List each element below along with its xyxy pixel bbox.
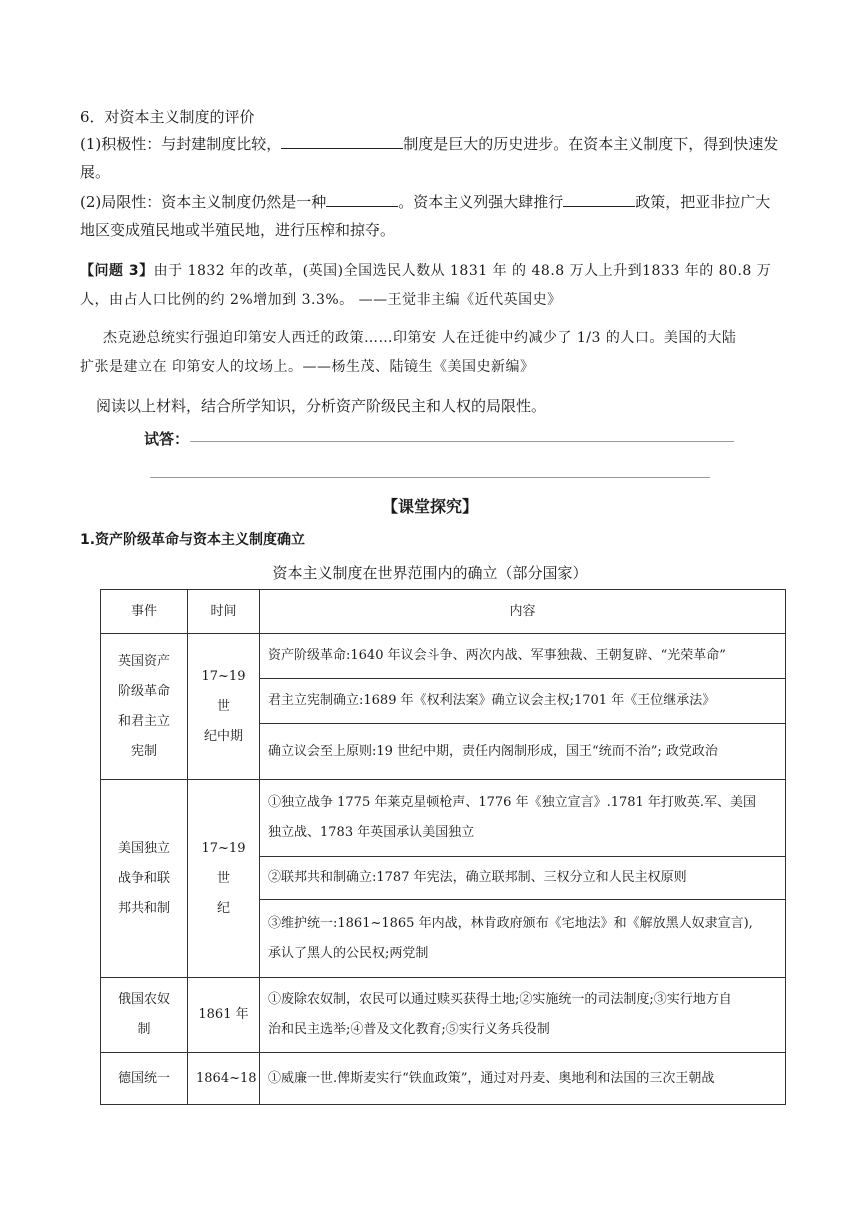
content-line: 独立战、1783 年英国承认美国独立 bbox=[268, 825, 475, 840]
event-line: 德国统一 bbox=[117, 1070, 170, 1086]
time-line: 17~19 世 bbox=[201, 840, 246, 886]
limit-blank-2[interactable] bbox=[563, 190, 635, 207]
time-cell-usa bbox=[188, 780, 260, 978]
content-line: 治和民主选举;④普及文化教育;⑤实行义务兵役制 bbox=[268, 1022, 550, 1037]
explore-heading: 【课堂探究】 bbox=[381, 497, 478, 516]
positive-text-b: 制度是巨大的历史进步。在资本主义制度下，得到快速发 bbox=[403, 135, 779, 153]
question3-line1 bbox=[80, 258, 771, 284]
answer-label: 试答： bbox=[144, 430, 190, 448]
limit-text-b: 。资本主义列强大肆推行 bbox=[398, 193, 564, 211]
question3-line4: 扩张是建立在 印第安人的坟场上。——杨生茂、陆镜生《美国史新编》 bbox=[80, 359, 535, 375]
time-line: 1864~18 bbox=[196, 1070, 257, 1086]
section6-limit-line bbox=[80, 189, 770, 215]
answer-line-1[interactable] bbox=[190, 441, 734, 442]
explore-subheading: 1.资产阶级革命与资本主义制度确立 bbox=[80, 532, 306, 548]
content-cell bbox=[260, 724, 786, 780]
content-cell bbox=[260, 857, 786, 900]
limit-text-d: 地区变成殖民地或半殖民地，进行压榨和掠夺。 bbox=[80, 221, 396, 239]
time-line: 纪中期 bbox=[203, 728, 243, 744]
table-row bbox=[101, 1053, 786, 1105]
event-line: 和君主立 bbox=[117, 713, 170, 729]
question3-text1: 由于 1832 年的改革，(英国)全国选民人数从 1831 年 的 48.8 万人上升到1833 年的 80.8 万 bbox=[153, 263, 772, 279]
content-line: ②联邦共和制确立:1787 年宪法，确立联邦制、三权分立和人民主权原则 bbox=[268, 870, 687, 885]
event-line: 宪制 bbox=[130, 743, 157, 759]
content-line: ①威廉一世.俾斯麦实行“铁血政策”，通过对丹麦、奥地利和法国的三次王朝战 bbox=[268, 1070, 715, 1086]
positive-text-c: 展。 bbox=[80, 163, 111, 181]
table-caption: 资本主义制度在世界范围内的确立（部分国家） bbox=[272, 564, 588, 582]
question3-tag: 【问题 3】 bbox=[80, 263, 154, 279]
content-line: ①独立战争 1775 年莱克星顿枪声、1776 年《独立宣言》.1781 年打败英.军、美国 bbox=[268, 795, 757, 810]
limit-text-c: 政策，把亚非拉广大 bbox=[635, 193, 771, 211]
content-line: 资产阶级革命:1640 年议会斗争、两次内战、军事独裁、王朝复辟、“光荣革命” bbox=[268, 648, 726, 663]
content-cell bbox=[260, 900, 786, 978]
header-content: 内容 bbox=[260, 590, 786, 634]
event-cell-russia bbox=[101, 978, 188, 1053]
content-cell bbox=[260, 1053, 786, 1105]
positive-blank[interactable] bbox=[281, 132, 403, 149]
time-line: 纪 bbox=[216, 900, 230, 916]
section6-title: 6．对资本主义制度的评价 bbox=[80, 108, 255, 126]
event-line: 制 bbox=[137, 1022, 151, 1037]
time-cell-germany bbox=[188, 1053, 260, 1105]
time-cell-britain bbox=[188, 634, 260, 780]
question3-line2: 人，由占人口比例的约 2%增加到 3.3%。 ——王觉非主编《近代英国史》 bbox=[80, 292, 562, 308]
table-row bbox=[101, 634, 786, 679]
answer-line-2[interactable] bbox=[150, 477, 710, 478]
positive-text-a: (1)积极性：与封建制度比较， bbox=[80, 135, 282, 153]
capitalism-table bbox=[100, 589, 786, 1105]
event-line: 美国独立 bbox=[117, 840, 170, 856]
event-line: 邦共和制 bbox=[117, 900, 170, 916]
content-cell bbox=[260, 679, 786, 724]
section6-positive-line bbox=[80, 131, 778, 157]
event-cell-germany bbox=[101, 1053, 188, 1105]
content-line: ①废除农奴制，农民可以通过赎买获得土地;②实施统一的司法制度;③实行地方自 bbox=[268, 992, 732, 1007]
table-row bbox=[101, 780, 786, 857]
time-line: 17~19 世 bbox=[201, 668, 246, 714]
event-cell-usa bbox=[101, 780, 188, 978]
table-header-row bbox=[101, 590, 786, 634]
content-cell bbox=[260, 634, 786, 679]
content-line: 承认了黑人的公民权;两党制 bbox=[268, 945, 429, 961]
question3-prompt: 阅读以上材料，结合所学知识，分析资产阶级民主和人权的局限性。 bbox=[96, 397, 547, 415]
event-line: 战争和联 bbox=[117, 870, 170, 886]
time-line: 1861 年 bbox=[198, 1007, 249, 1022]
content-cell bbox=[260, 780, 786, 857]
event-line: 阶级革命 bbox=[117, 683, 170, 699]
question3-line3: 杰克逊总统实行强迫印第安人西迁的政策……印第安 人在迁徙中约减少了 1/3 的人口。美国的大陆 bbox=[103, 330, 737, 346]
event-line: 俄国农奴 bbox=[117, 992, 170, 1007]
table-row bbox=[101, 978, 786, 1053]
event-line: 英国资产 bbox=[117, 653, 170, 669]
time-cell-russia bbox=[188, 978, 260, 1053]
limit-blank-1[interactable] bbox=[326, 190, 398, 207]
content-line: ③维护统一:1861~1865 年内战，林肯政府颁布《宅地法》和《解放黑人奴隶宣言), bbox=[268, 915, 753, 931]
limit-text-a: (2)局限性：资本主义制度仍然是一种 bbox=[80, 193, 327, 211]
event-cell-britain bbox=[101, 634, 188, 780]
content-line: 确立议会至上原则:19 世纪中期，责任内阁制形成，国王“统而不治”; 政党政治 bbox=[268, 743, 718, 759]
header-time: 时间 bbox=[188, 590, 260, 634]
header-event: 事件 bbox=[101, 590, 188, 634]
content-cell bbox=[260, 978, 786, 1053]
content-line: 君主立宪制确立:1689 年《权利法案》确立议会主权;1701 年《王位继承法》 bbox=[268, 693, 716, 708]
